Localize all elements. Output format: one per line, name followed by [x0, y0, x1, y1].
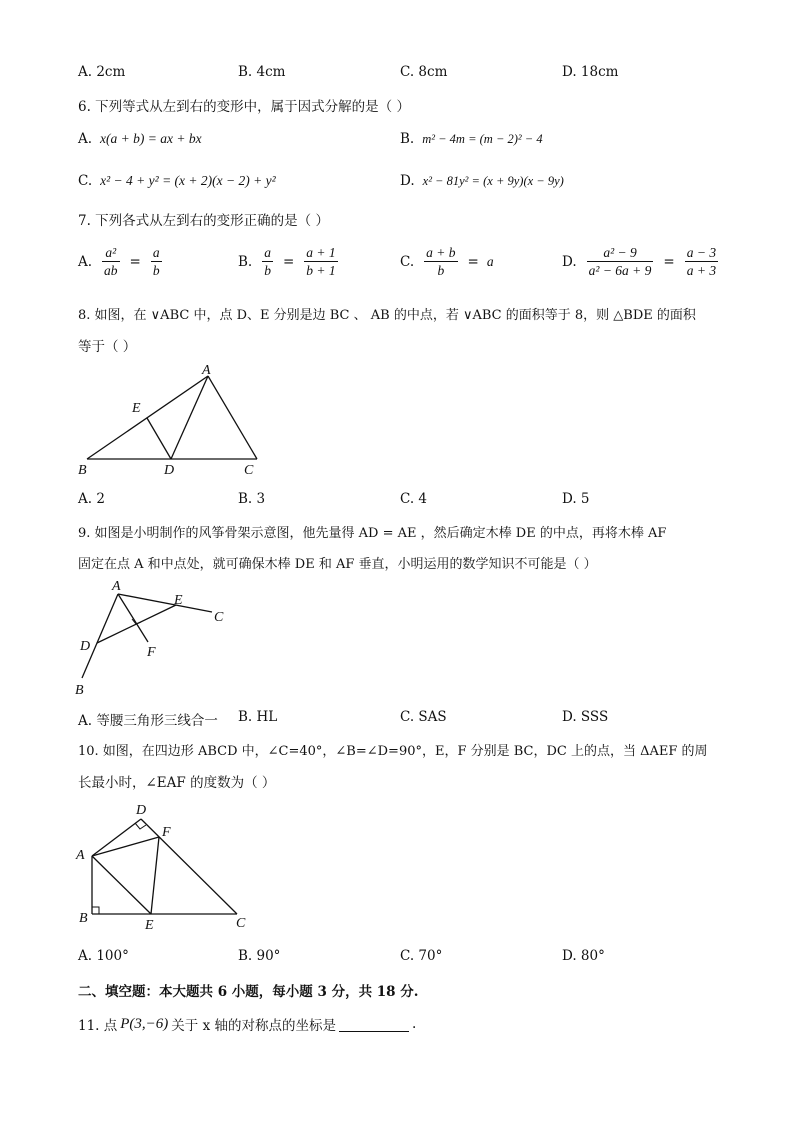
segment-fe [151, 837, 159, 914]
q6-option-c-label: C. [78, 173, 93, 189]
q7-option-c [400, 244, 494, 279]
q6-option-b-label: B. [400, 131, 415, 147]
segment-ad [92, 819, 141, 856]
q6-option-d [400, 173, 564, 189]
q5-option-a: A. 2cm [78, 64, 126, 80]
denominator: ab [104, 263, 118, 278]
q6-option-c-expr: x² − 4 + y² = (x + 2)(x − 2) + y² [100, 173, 276, 188]
label-c: C [244, 463, 254, 478]
equals-sign: = [282, 253, 295, 270]
q5-option-d: D. 18cm [562, 64, 619, 80]
q6-option-b-expr: m² − 4m = (m − 2)² − 4 [422, 131, 543, 146]
equals-sign: = [129, 253, 141, 270]
denominator: b [264, 263, 271, 278]
label-b: B [78, 463, 87, 478]
label-d: D [136, 803, 147, 818]
q5-option-b: B. 4cm [238, 64, 286, 80]
q11-point: P(3,−6) [120, 1015, 169, 1032]
q9-kite-figure [70, 574, 240, 700]
q7-b-frac-right [304, 244, 337, 279]
q10-option-a: A. 100° [78, 948, 129, 964]
q7-option-a [78, 244, 164, 279]
q8-stem-line1: 8. 如图，在 ∨ABC 中，点 D、E 分别是边 BC 、 AB 的中点，若 ∨ABC 的面积等于 8，则 △BDE 的面积 [78, 308, 696, 323]
segment-ac [208, 376, 257, 459]
q10-option-b: B. 90° [238, 948, 281, 964]
q5-option-c: C. 8cm [400, 64, 448, 80]
q7-option-b-label: B. [238, 253, 253, 270]
denominator: b [437, 263, 445, 278]
q10-option-c: C. 70° [400, 948, 443, 964]
q6-option-c [78, 173, 276, 189]
denominator: b + 1 [306, 263, 336, 278]
q8-option-d: D. 5 [562, 491, 590, 507]
q11-prefix: 11. 点 [78, 1018, 118, 1034]
q7-option-d-label: D. [562, 253, 577, 270]
label-b: B [75, 683, 84, 698]
segment-ed [147, 418, 171, 459]
segment-af [118, 594, 148, 642]
denominator: b [152, 263, 160, 278]
numerator: a² − 9 [587, 244, 654, 262]
q9-stem-line1: 9. 如图是小明制作的风筝骨架示意图，他先量得 AD = AE ，然后确定木棒 DE 的中点，再将木棒 AF [78, 526, 667, 541]
q7-option-b [238, 244, 340, 279]
q7-a-frac-left [102, 244, 120, 279]
q6-option-b [400, 131, 543, 147]
q8-stem-line2: 等于（ ） [78, 339, 137, 355]
equals-sign: = [663, 253, 675, 270]
q7-d-frac-right [685, 244, 718, 279]
q7-c-rhs: a [486, 253, 494, 269]
right-angle-d [135, 823, 146, 829]
label-a: A [76, 848, 85, 863]
q10-stem-line1: 10. 如图，在四边形 ABCD 中，∠C=40°，∠B=∠D=90°，E，F 分别是 BC，DC 上的点，当 ΔAEF 的周 [78, 744, 708, 759]
q8-option-c: C. 4 [400, 491, 428, 507]
numerator: a [152, 245, 160, 260]
q8-option-b: B. 3 [238, 491, 266, 507]
numerator: a − 3 [686, 245, 717, 260]
q10-option-d: D. 80° [562, 948, 605, 964]
section-2-title: 二、填空题：本大题共 6 小题，每小题 3 分，共 18 分. [78, 984, 419, 1000]
q7-option-d [562, 244, 720, 279]
q6-option-a [78, 131, 202, 147]
q7-a-frac-right [151, 244, 162, 279]
q11-stem [78, 1014, 416, 1034]
numerator: a [264, 245, 271, 260]
label-f: F [162, 825, 171, 840]
q6-option-a-expr: x(a + b) = ax + bx [100, 131, 202, 146]
q8-option-a: A. 2 [78, 491, 105, 507]
q7-c-frac-left [424, 244, 457, 279]
q7-b-frac-left [262, 244, 273, 279]
q11-end: . [412, 1016, 417, 1032]
q6-option-d-label: D. [400, 173, 415, 189]
q10-quadrilateral-figure [70, 798, 260, 938]
label-c: C [236, 916, 246, 931]
q9-option-b: B. HL [238, 709, 278, 725]
label-a: A [202, 363, 211, 378]
q6-option-a-label: A. [78, 131, 93, 147]
q10-stem-line2: 长最小时，∠EAF 的度数为（ ） [78, 775, 276, 791]
numerator: a + b [426, 245, 456, 260]
q9-option-a: A. 等腰三角形三线合一 [78, 713, 218, 729]
label-f: F [147, 645, 156, 660]
denominator: a² − 6a + 9 [588, 263, 652, 278]
right-angle-b [92, 907, 99, 914]
q9-option-d: D. SSS [562, 709, 609, 725]
label-e: E [174, 593, 183, 608]
segment-ae [92, 856, 151, 914]
label-b: B [79, 911, 88, 926]
denominator: a + 3 [686, 263, 717, 278]
label-d: D [80, 639, 91, 654]
q7-d-frac-left [587, 244, 654, 279]
q7-stem: 7. 下列各式从左到右的变形正确的是（ ） [78, 213, 329, 229]
q8-triangle-figure [70, 360, 270, 482]
numerator: a² [102, 244, 120, 262]
label-d: D [164, 463, 175, 478]
q6-stem: 6. 下列等式从左到右的变形中，属于因式分解的是（ ） [78, 99, 410, 115]
q11-suffix: 关于 x 轴的对称点的坐标是 [171, 1018, 336, 1034]
label-e: E [132, 401, 141, 416]
q7-option-c-label: C. [400, 253, 415, 270]
q6-option-d-expr: x² − 81y² = (x + 9y)(x − 9y) [422, 173, 564, 188]
q9-option-c: C. SAS [400, 709, 447, 725]
q7-option-a-label: A. [78, 253, 93, 270]
segment-ac [118, 594, 212, 612]
q11-answer-blank[interactable] [339, 1017, 409, 1032]
label-e: E [145, 918, 154, 933]
equals-sign: = [467, 253, 479, 270]
label-c: C [214, 610, 224, 625]
segment-af [92, 837, 159, 856]
q9-stem-line2: 固定在点 A 和中点处，就可确保木棒 DE 和 AF 垂直，小明运用的数学知识不可能是（ ） [78, 557, 597, 572]
label-a: A [112, 579, 121, 594]
numerator: a + 1 [306, 245, 336, 260]
